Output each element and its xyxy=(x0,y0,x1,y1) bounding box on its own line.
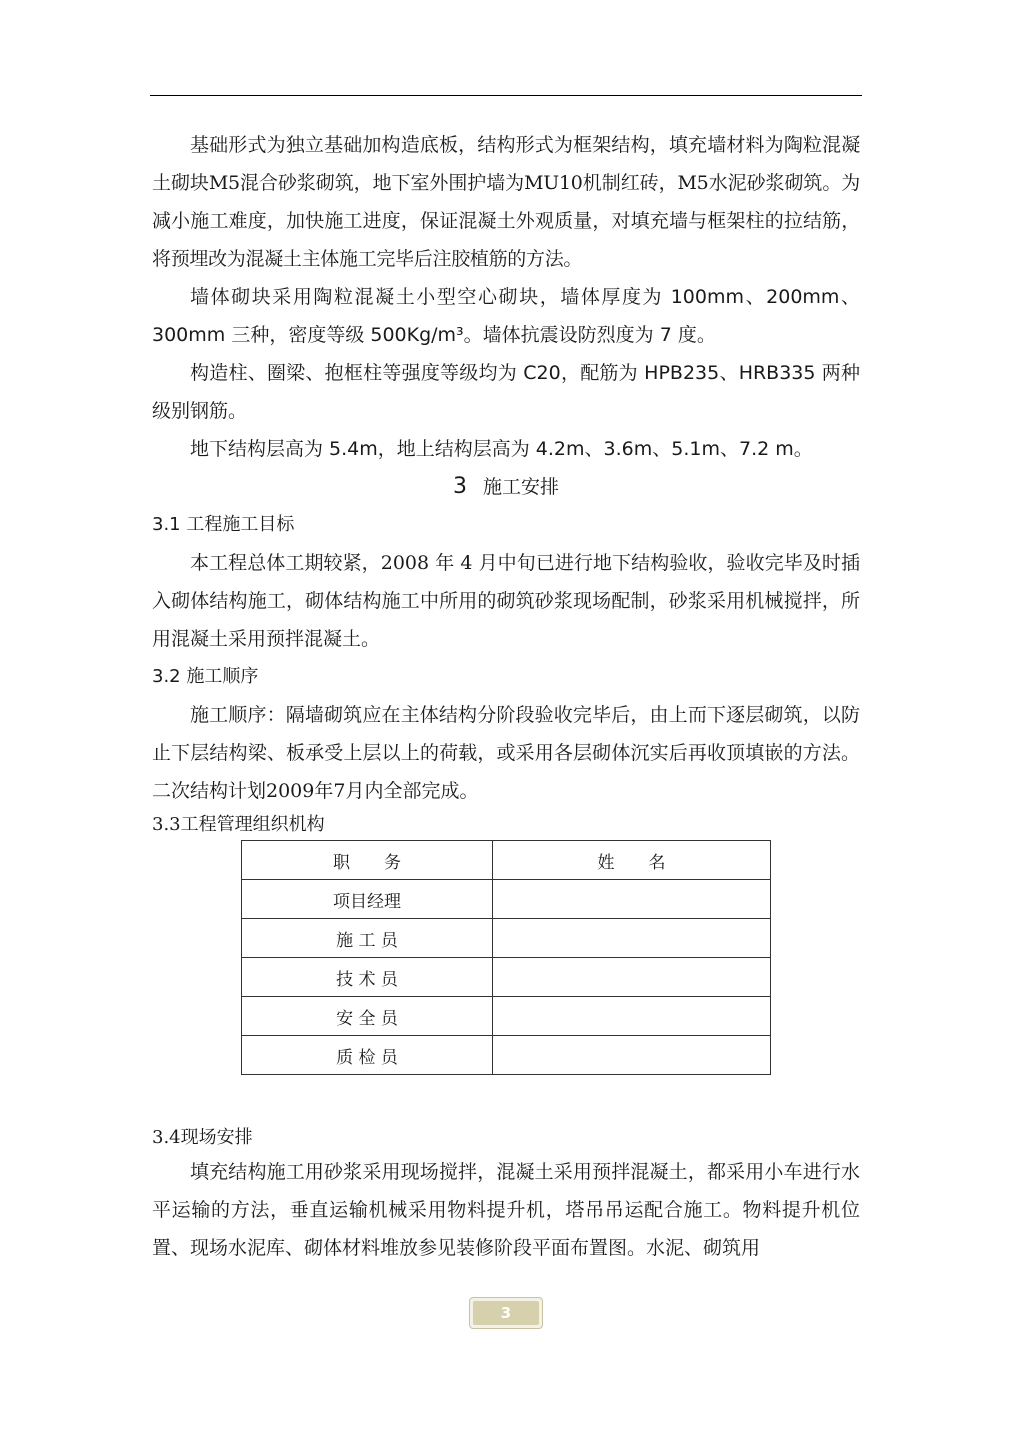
chapter-number: 3 xyxy=(452,474,467,499)
table-row xyxy=(242,958,771,997)
page-number: 3 xyxy=(473,1301,539,1325)
document-body xyxy=(152,126,860,1267)
header-rule xyxy=(150,95,862,96)
section-3-1-heading: 3.1 工程施工目标 xyxy=(152,514,295,535)
table-cell-name xyxy=(493,880,771,919)
table-cell-name xyxy=(493,958,771,997)
table-header-row xyxy=(242,841,771,880)
section-3-2-body: 施工顺序：隔墙砌筑应在主体结构分阶段验收完毕后，由上而下逐层砌筑，以防止下层结构梁、板承受上层以上的荷载，或采用各层砌体沉实后再收顶填嵌的方法。二次结构计划2009年7月内全部完成。 xyxy=(152,704,860,802)
page-number-badge xyxy=(469,1297,543,1329)
organization-table xyxy=(241,840,771,1075)
table-cell-position: 安 全 员 xyxy=(242,997,493,1036)
table-row xyxy=(242,880,771,919)
table-row xyxy=(242,1036,771,1075)
table-row xyxy=(242,997,771,1036)
paragraph-wall-block: 墙体砌块采用陶粒混凝土小型空心砌块，墙体厚度为 100mm、200mm、300mm 三种，密度等级 500Kg/m³。墙体抗震设防烈度为 7 度。 xyxy=(152,286,860,346)
table-header-name: 姓 名 xyxy=(493,841,771,880)
table-cell-name xyxy=(493,997,771,1036)
section-3-1-body: 本工程总体工期较紧，2008 年 4 月中旬已进行地下结构验收，验收完毕及时插入砌体结构施工，砌体结构施工中所用的砌筑砂浆现场配制，砂浆采用机械搅拌，所用混凝土采用预拌混凝土。 xyxy=(152,552,860,650)
table-cell-position: 项目经理 xyxy=(242,880,493,919)
paragraph-foundation: 基础形式为独立基础加构造底板，结构形式为框架结构，填充墙材料为陶粒混凝土砌块M5混合砂浆砌筑，地下室外围护墙为MU10机制红砖，M5水泥砂浆砌筑。为减小施工难度，加快施工进度，保证混凝土外观质量，对填充墙与框架柱的拉结筋，将预埋改为混凝土主体施工完毕后注胶植筋的方法。 xyxy=(152,134,860,270)
paragraph-floor-heights: 地下结构层高为 5.4m，地上结构层高为 4.2m、3.6m、5.1m、7.2 m。 xyxy=(190,438,813,460)
table-cell-name xyxy=(493,919,771,958)
table-cell-name xyxy=(493,1036,771,1075)
section-3-3-heading: 3.3工程管理组织机构 xyxy=(152,814,325,835)
table-cell-position: 技 术 员 xyxy=(242,958,493,997)
table-row xyxy=(242,919,771,958)
table-header-position: 职 务 xyxy=(242,841,493,880)
table-cell-position: 施 工 员 xyxy=(242,919,493,958)
table-cell-position: 质 检 员 xyxy=(242,1036,493,1075)
chapter-heading xyxy=(152,468,860,506)
section-3-2-heading: 3.2 施工顺序 xyxy=(152,666,259,687)
section-3-4-body: 填充结构施工用砂浆采用现场搅拌，混凝土采用预拌混凝土，都采用小车进行水平运输的方法，垂直运输机械采用物料提升机，塔吊吊运配合施工。物料提升机位置、现场水泥库、砌体材料堆放参见装修阶段平面布置图。水泥、砌筑用 xyxy=(152,1161,860,1259)
paragraph-columns: 构造柱、圈梁、抱框柱等强度等级均为 C20，配筋为 HPB235、HRB335 两种级别钢筋。 xyxy=(152,362,860,422)
section-3-4-heading: 3.4现场安排 xyxy=(152,1127,253,1148)
chapter-title: 施工安排 xyxy=(482,476,559,498)
